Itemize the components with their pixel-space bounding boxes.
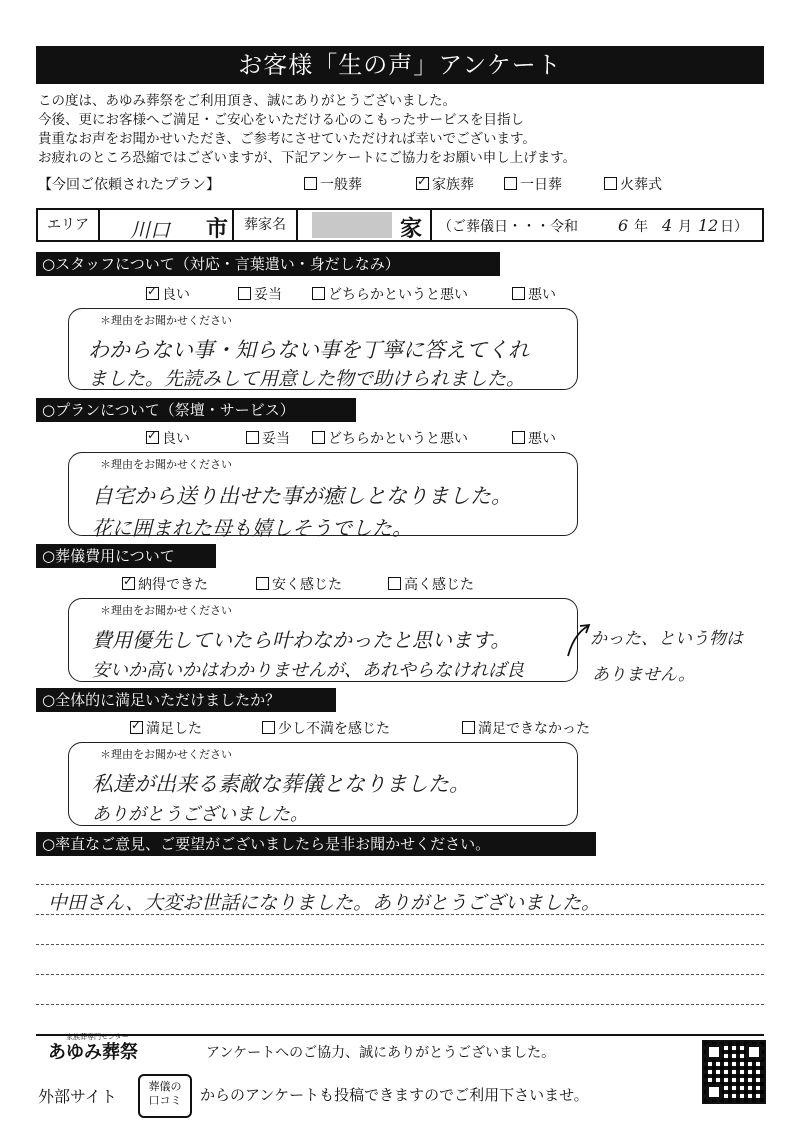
section-opinion-title: ○率直なご意見、ご要望がございましたら是非お聞かせください。 (36, 832, 596, 856)
checkbox[interactable] (246, 431, 259, 444)
area-value[interactable]: 川口 (130, 218, 170, 242)
city-suffix: 市 (206, 217, 229, 242)
checkbox[interactable] (304, 177, 317, 190)
reason-hint: ＊理由をお聞かせください (100, 458, 232, 471)
family-name-redacted (312, 212, 392, 238)
dotted-line (36, 944, 764, 945)
qr-code-icon[interactable] (702, 1040, 766, 1104)
section-plan-title: ○プランについて（祭壇・サービス） (36, 398, 356, 422)
intro-line: 今後、更にお客様へご満足・ご安心をいただける心のこもったサービスを目指し (38, 112, 524, 128)
plan-eval-option-bad[interactable]: 悪い (512, 428, 556, 448)
checkbox-checked[interactable] (122, 577, 135, 590)
checkbox[interactable] (238, 287, 251, 300)
intro-text (38, 92, 758, 168)
plan-answer-line: 花に囲まれた母も嬉しそうでした。 (92, 516, 412, 540)
plan-eval-option-fair[interactable]: 妥当 (246, 428, 290, 448)
checkbox[interactable] (512, 287, 525, 300)
cost-option-cheap[interactable]: 安く感じた (256, 574, 342, 594)
date-year[interactable]: 6 (618, 216, 629, 235)
checkbox[interactable] (462, 721, 475, 734)
plan-option-ichinichiso[interactable]: 一日葬 (504, 174, 562, 194)
checkbox[interactable] (504, 177, 517, 190)
family-suffix: 家 (400, 217, 423, 242)
section-cost-title: ○葬儀費用について (36, 544, 216, 568)
checkbox[interactable] (312, 287, 325, 300)
qr-corner (746, 1044, 762, 1060)
overall-answer-line: 私達が出来る素敵な葬儀となりました。 (92, 772, 470, 796)
intro-line: 貴重なお声をお聞かせいただき、ご参考にさせていただければ幸いでございます。 (38, 131, 536, 147)
dotted-line (36, 974, 764, 975)
plan-option-kasoshiki[interactable]: 火葬式 (604, 174, 662, 194)
staff-option-good[interactable]: ✓良い (146, 284, 190, 304)
survey-title: お客様「生の声」アンケート (36, 46, 764, 84)
family-label: 葬家名 (232, 210, 298, 240)
plan-label: 【今回ご依頼されたプラン】 (38, 177, 220, 193)
checkbox-checked[interactable] (146, 431, 159, 444)
dotted-line (36, 914, 764, 915)
checkbox[interactable] (604, 177, 617, 190)
area-row (36, 208, 764, 242)
qr-corner (706, 1084, 722, 1100)
checkbox[interactable] (388, 577, 401, 590)
cost-answer-extra-line: ありません。 (592, 665, 696, 685)
dotted-line (36, 884, 764, 885)
cost-option-expensive[interactable]: 高く感じた (388, 574, 474, 594)
reason-hint: ＊理由をお聞かせください (100, 604, 232, 617)
plan-eval-option-good[interactable]: ✓良い (146, 428, 190, 448)
footer-divider (36, 1034, 764, 1036)
staff-option-bad[interactable]: 悪い (512, 284, 556, 304)
cost-answer-extra-line: かった、という物は (590, 629, 743, 649)
staff-answer-line: ました。先読みして用意した物で助けられました。 (88, 368, 526, 390)
divider (430, 210, 432, 240)
intro-line: お疲れのところ恐縮ではございますが、下記アンケートにご協力をお願い申し上げます。 (38, 150, 577, 166)
checkbox-checked[interactable] (146, 287, 159, 300)
date-prefix: （ご葬儀日・・・令和 (438, 219, 578, 235)
date-day[interactable]: 12 (698, 216, 719, 235)
cost-answer-line: 費用優先していたら叶わなかったと思います。 (92, 628, 511, 652)
year-unit: 年 (634, 219, 648, 235)
overall-answer-line: ありがとうございました。 (92, 804, 308, 825)
overall-option-slightly-dissatisfied[interactable]: 少し不満を感じた (262, 718, 390, 738)
date-month[interactable]: 4 (662, 216, 673, 235)
external-site-text: からのアンケートも投稿できますのでご利用下さいませ。 (200, 1086, 589, 1104)
area-label: エリア (38, 210, 100, 240)
intro-line: この度は、あゆみ葬祭をご利用頂き、誠にありがとうございました。 (38, 93, 456, 109)
checkbox[interactable] (312, 431, 325, 444)
opinion-answer-line: 中田さん、大変お世話になりました。ありがとうございました。 (48, 892, 601, 914)
logo-small-text: 家族葬専門センター (66, 1033, 129, 1041)
dotted-line (36, 1004, 764, 1005)
cost-option-satisfied[interactable]: ✓納得できた (122, 574, 208, 594)
staff-answer-line: わからない事・知らない事を丁寧に答えてくれ (88, 338, 529, 362)
overall-option-satisfied[interactable]: ✓満足した (130, 718, 202, 738)
company-logo (48, 1033, 138, 1064)
external-site-label: 外部サイト (38, 1087, 117, 1106)
overall-option-dissatisfied[interactable]: 満足できなかった (462, 718, 590, 738)
day-unit: 日） (720, 219, 748, 235)
section-staff-title: ○スタッフについて（対応・言葉遣い・身だしなみ） (36, 252, 500, 276)
footer-thanks: アンケートへのご協力、誠にありがとうございました。 (206, 1045, 556, 1061)
month-unit: 月 (678, 219, 692, 235)
cost-answer-line: 安いか高いかはわかりませんが、あれやらなければ良 (92, 660, 524, 681)
reason-hint: ＊理由をお聞かせください (100, 314, 232, 327)
checkbox[interactable] (256, 577, 269, 590)
section-overall-title: ○全体的に満足いただけましたか？ (36, 688, 336, 712)
plan-option-ippanso[interactable]: 一般葬 (304, 174, 362, 194)
reason-hint: ＊理由をお聞かせください (100, 748, 232, 761)
plan-eval-option-somewhat-bad[interactable]: どちらかというと悪い (312, 428, 468, 448)
checkbox-checked[interactable] (416, 177, 429, 190)
plan-answer-line: 自宅から送り出せた事が癒しとなりました。 (92, 484, 512, 508)
logo-text: あゆみ葬祭 (48, 1042, 138, 1063)
staff-option-somewhat-bad[interactable]: どちらかというと悪い (312, 284, 468, 304)
checkbox-checked[interactable] (130, 721, 143, 734)
kuchikomi-logo[interactable]: 葬儀の 口コミ (138, 1074, 192, 1118)
qr-corner (706, 1044, 722, 1060)
checkbox[interactable] (512, 431, 525, 444)
staff-option-fair[interactable]: 妥当 (238, 284, 282, 304)
plan-option-kazokuso[interactable]: ✓ 家族葬 (416, 174, 474, 194)
checkbox[interactable] (262, 721, 275, 734)
